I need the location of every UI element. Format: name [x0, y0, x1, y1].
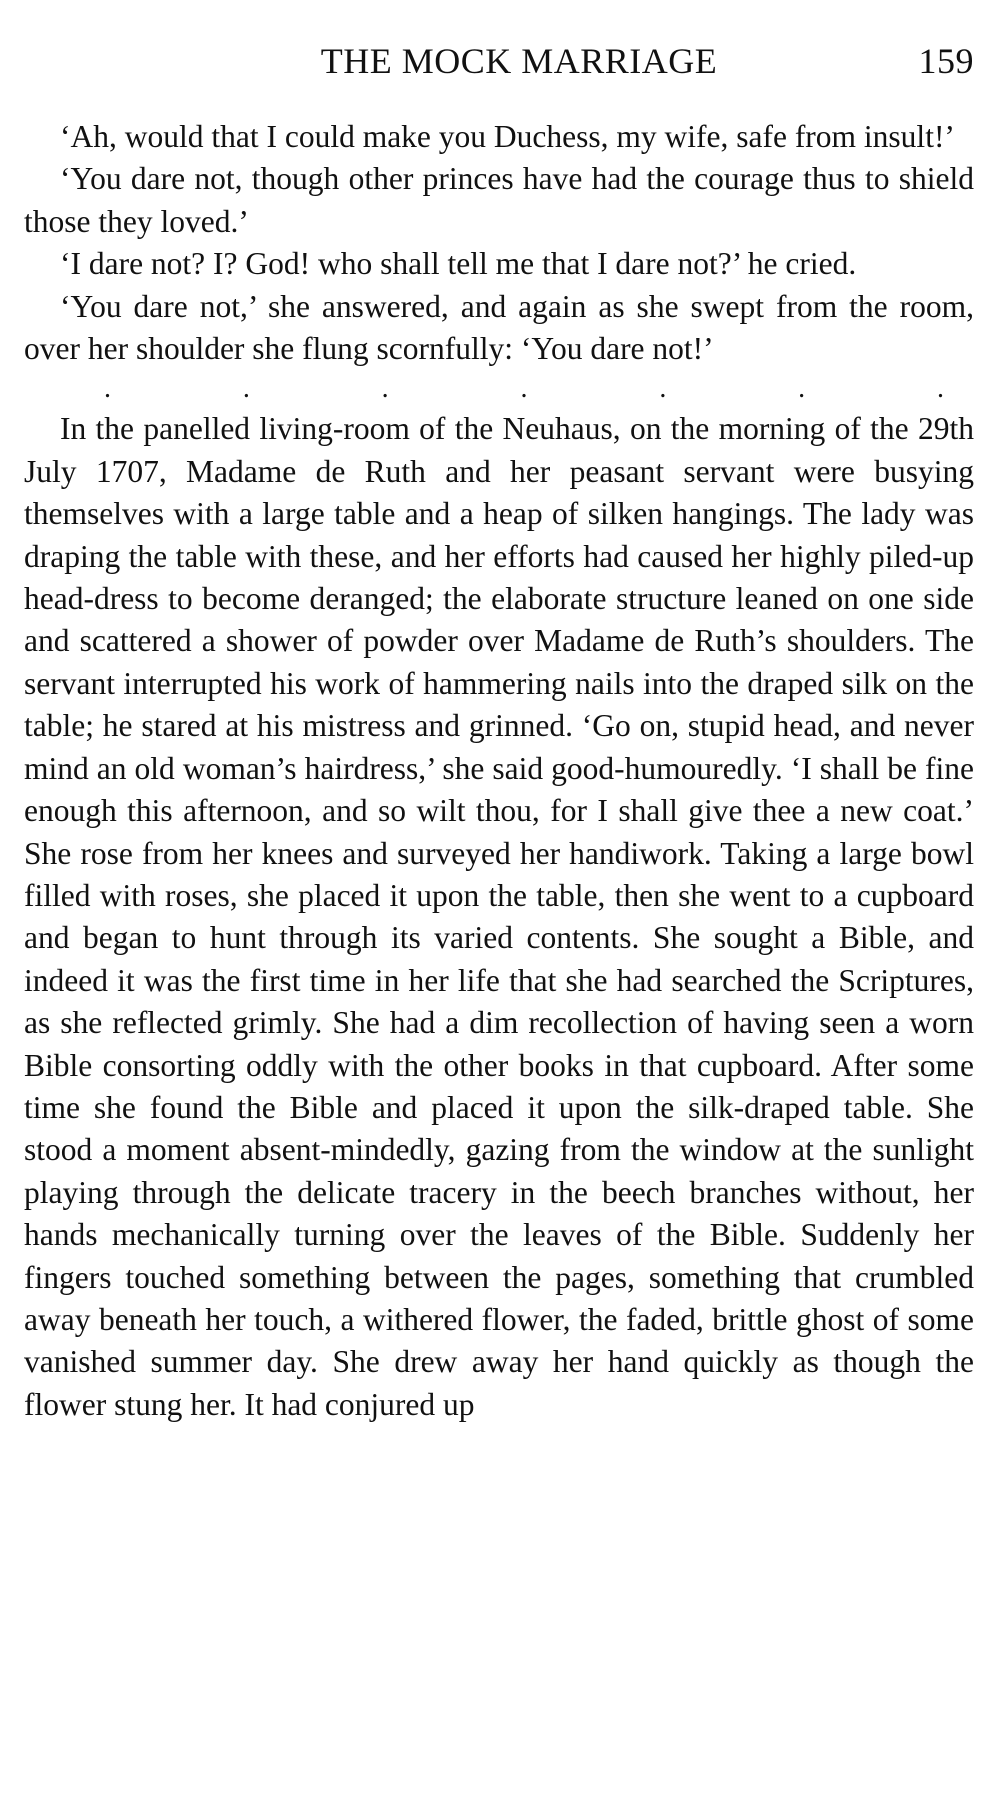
dialogue-paragraph: ‘You dare not,’ she answered, and again as she swept from the room, over her shoulder she flung scornfully: ‘You dare not!’	[24, 288, 974, 367]
body-text	[24, 116, 974, 1426]
running-head	[24, 40, 974, 88]
dialogue-paragraph: ‘You dare not, though other princes have had the courage thus to shield those they loved.’	[24, 161, 974, 239]
narrative-paragraph: In the panelled living-room of the Neuhaus, on the morning of the 29th July 1707, Madame de Ruth and her peasant servant were busying themselves with a large table and a heap of silken hangings. The lady was draping the table with these, and her efforts had caused her highly piled-up head-dress to become deranged; the elaborate structure leaned on one side and scattered a shower of powder over Madame de Ruth’s shoulders. The servant interrupted his work of hammering nails into the draped silk on the table; he stared at his mistress and grinned. ‘Go on, stupid head, and never mind an old woman’s hairdress,’ she said good-humouredly. ‘I shall be fine enough this afternoon, and so wilt thou, for I shall give thee a new coat.’ She rose from her knees and surveyed her handiwork. Taking a large bowl filled with roses, she placed it upon the table, then she went to a cupboard and began to hunt through its varied contents. She sought a Bible, and indeed it was the first time in her life that she had searched the Scriptures, as she reflected grimly. She had a dim recollection of having seen a worn Bible consorting oddly with the other books in that cupboard. After some time she found the Bible and placed it upon the silk-draped table. She stood a moment absent-mindedly, gazing from the window at the sunlight playing through the delicate tracery in the beech branches without, her hands mechanically turning over the leaves of the Bible. Suddenly her fingers touched something between the pages, something that crumbled away beneath her touch, a withered flower, the faded, brittle ghost of some vanished summer day. She drew away her hand quickly as though the flower stung her. It had conjured up	[24, 411, 974, 1422]
section-break-dot: .	[659, 373, 667, 405]
section-break-dot: .	[798, 373, 806, 405]
dialogue-paragraph: ‘Ah, would that I could make you Duchess, my wife, safe from insult!’	[60, 119, 955, 154]
section-break	[24, 370, 974, 408]
section-break-dot: .	[520, 373, 528, 405]
section-break-dot: .	[242, 373, 250, 405]
section-break-dot: .	[381, 373, 389, 405]
section-break-dot: .	[104, 373, 111, 405]
page-number: 159	[918, 41, 974, 81]
book-page	[24, 40, 974, 1426]
running-title: THE MOCK MARRIAGE	[320, 41, 718, 81]
dialogue-paragraph: ‘I dare not? I? God! who shall tell me that I dare not?’ he cried.	[60, 246, 857, 282]
section-break-dot: .	[936, 373, 944, 405]
